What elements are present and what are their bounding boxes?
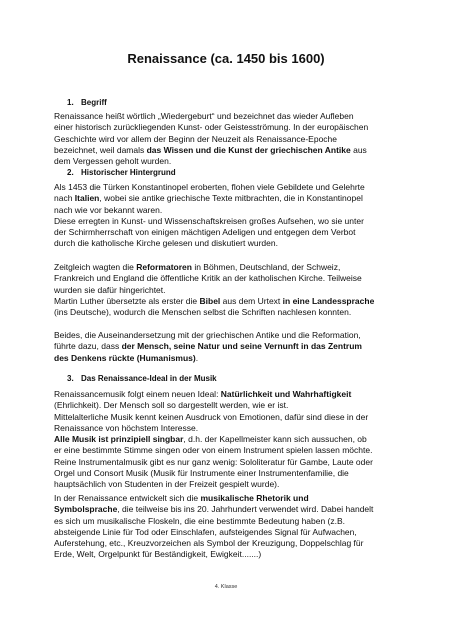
- text-line: es sich um musikalische Floskeln, die eine bestimmte Bedeutung haben (z.B.: [54, 515, 346, 526]
- text-line: [54, 353, 416, 364]
- text-line: [54, 434, 416, 445]
- text-line: Geschichte wird vor allem der Beginn der Neuzeit als Renaissance-Epoche: [54, 133, 338, 144]
- text-line: (ins Deutsche), wodurch die Menschen selbst die Schriften nachlesen konnten.: [54, 307, 352, 318]
- paragraph-tuerken: [54, 182, 416, 250]
- text-line: nach wie vor bekannt waren.: [54, 204, 163, 215]
- bold-run: Natürlichkeit und Wahrhaftigkeit: [220, 389, 352, 399]
- text-run: nach: [54, 193, 75, 204]
- text-line: Reine Instrumentalmusik gibt es nur ganz wenig: Sololiteratur für Gambe, Laute oder: [54, 456, 373, 467]
- text-line: Diese erregten in Kunst- und Wissenschaftskreisen großes Aufsehen, wo sie unter: [54, 215, 364, 226]
- paragraph-musik-ideal: [54, 389, 416, 491]
- text-run: In der Renaissance entwickelt sich die: [54, 493, 201, 503]
- text-line: Auferstehung, etc., Kreuzvorzeichen als Symbol der Kreuzigung, Doppelschlag für: [54, 538, 364, 549]
- text-run: Martin Luther übersetzte als erster die: [54, 295, 200, 306]
- text-line: Renaissance heißt wörtlich „Wiedergeburt“ und bezeichnet das wieder Aufleben: [54, 111, 354, 121]
- section-heading-text: Das Renaissance-Ideal in der Musik: [81, 374, 217, 383]
- section-heading-begriff: [67, 98, 107, 107]
- paragraph-rhetorik: [54, 493, 416, 561]
- section-number: 3.: [67, 374, 74, 383]
- text-line: dem Vergessen geholt wurden.: [54, 156, 172, 167]
- text-line: (Ehrlichkeit). Der Mensch soll so dargestellt werden, wie er ist.: [54, 400, 289, 411]
- text-line: Renaissance von höchstem Interesse.: [54, 422, 199, 433]
- text-line: hauptsächlich von Studenten in der Freizeit gespielt wurde).: [54, 479, 280, 490]
- paragraph-begriff: [54, 111, 416, 167]
- bold-run: Bibel: [199, 295, 221, 306]
- text-run: Zeitgleich wagten die: [54, 262, 137, 272]
- text-run: , wobei sie antike griechische Texte mitbrachten, die in Konstantinopel: [99, 193, 363, 204]
- bold-run: der Mensch, seine Natur und seine Vernunft in das Zentrum: [121, 341, 362, 352]
- text-line: [54, 493, 416, 504]
- text-run: aus: [350, 144, 367, 155]
- text-line: Erde, Welt, Orgelpunkt für Beständigkeit, Ewigkeit.......): [54, 549, 262, 560]
- text-line: [54, 504, 416, 515]
- text-line: Orgel und Consort Musik (Musik für Instrumente einer Instrumentenfamilie, die: [54, 468, 349, 479]
- bold-run: Alle Musik ist prinzipiell singbar: [54, 434, 184, 445]
- section-number: 2.: [67, 168, 74, 177]
- text-line: Beides, die Auseinandersetzung mit der griechischen Antike und die Reformation,: [54, 330, 361, 340]
- section-heading-renaissance-ideal: [67, 374, 217, 383]
- text-line: [54, 389, 416, 400]
- bold-run: Italien: [74, 193, 100, 204]
- text-run: .: [195, 352, 199, 363]
- text-line: Mittelalterliche Musik kennt keinen Ausdruck von Emotionen, dafür sind diese in der: [54, 411, 369, 422]
- bold-run: in eine Landessprache: [282, 295, 375, 306]
- bold-run: Reformatoren: [136, 262, 192, 272]
- text-line: einer historisch zurückliegenden Kunst- oder Geistesströmung. In der europäischen: [54, 122, 369, 133]
- text-run: , die teilweise bis ins 20. Jahrhundert verwendet wird. Dabei handelt: [117, 504, 374, 515]
- text-run: in Böhmen, Deutschland, der Schweiz,: [191, 262, 341, 272]
- page-footer: 4. Klasse: [214, 584, 238, 590]
- text-line: [54, 341, 416, 352]
- text-line: [54, 193, 416, 204]
- paragraph-reformatoren: [54, 262, 416, 318]
- section-heading-text: Historischer Hintergrund: [81, 168, 176, 177]
- bold-run: (Humanismus): [134, 352, 196, 363]
- text-line: Als 1453 die Türken Konstantinopel eroberten, flohen viele Gebildete und Gelehrte: [54, 182, 365, 192]
- text-line: Frankreich und England die öffentliche Kritik an der katholischen Kirche. Teilweise: [54, 273, 362, 284]
- section-heading-historischer-hintergrund: [67, 168, 176, 177]
- text-line: absteigende Linie für Tod oder Einschlafen, aufsteigendes Signal für Aufwachen,: [54, 526, 357, 537]
- text-run: Renaissancemusik folgt einem neuen Ideal:: [54, 389, 221, 399]
- bold-run: Symbolsprache: [54, 504, 118, 515]
- bold-run: musikalische Rhetorik und: [200, 493, 309, 503]
- text-run: , d.h. der Kapellmeister kann sich aussuchen, ob: [183, 434, 367, 445]
- text-line: durch die katholische Kirche gelesen und diskutiert wurden.: [54, 238, 278, 249]
- bold-run: das Wissen und die Kunst der griechischen Antike: [146, 144, 351, 155]
- text-line: [54, 296, 416, 307]
- text-line: [54, 145, 416, 156]
- section-number: 1.: [67, 98, 74, 107]
- section-heading-text: Begriff: [81, 98, 107, 107]
- text-run: führte dazu, dass: [54, 341, 122, 352]
- bold-run: des Denkens rückte: [54, 352, 135, 363]
- paragraph-humanismus: [54, 330, 416, 364]
- text-run: bezeichnet, weil damals: [54, 144, 147, 155]
- text-line: er eine bestimmte Stimme singen oder von einem Instrument spielen lassen möchte.: [54, 445, 373, 456]
- page-title: Renaissance (ca. 1450 bis 1600): [127, 51, 325, 66]
- text-line: [54, 262, 416, 273]
- text-line: wurden sie dafür hingerichtet.: [54, 284, 166, 295]
- text-run: aus dem Urtext: [220, 295, 283, 306]
- text-line: der Schirmherrschaft von einigen mächtigen Adeligen und entgegen dem Verbot: [54, 227, 356, 238]
